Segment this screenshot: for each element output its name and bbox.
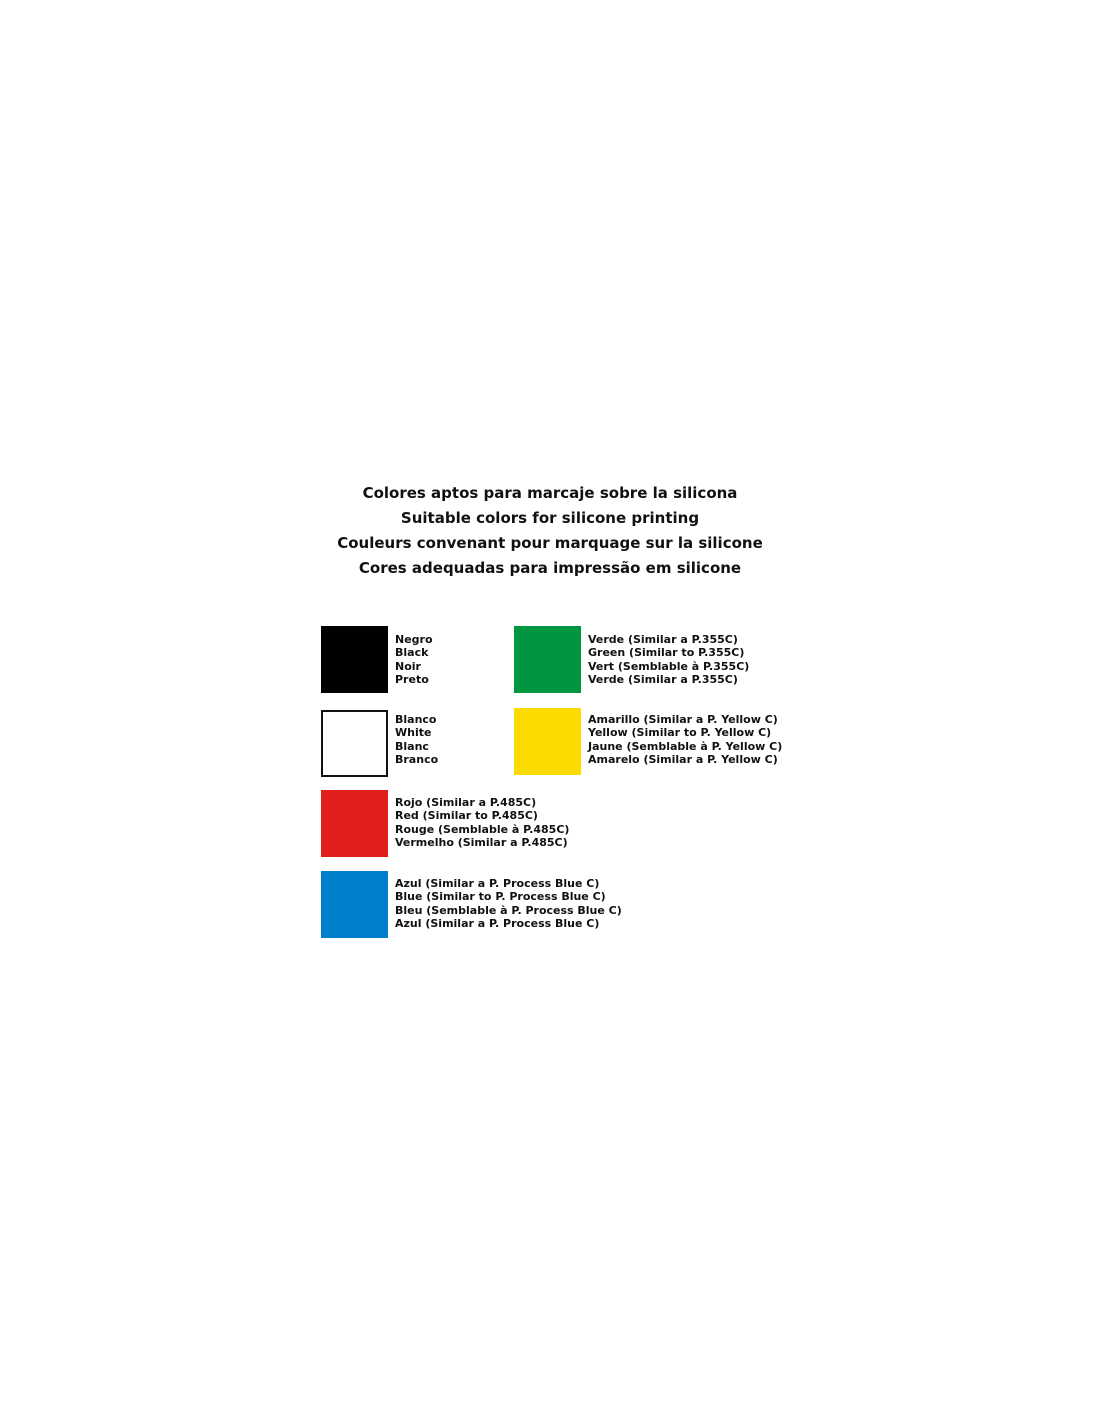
label-white-en: White: [395, 726, 432, 740]
label-blue-en: Blue (Similar to P. Process Blue C): [395, 890, 606, 904]
label-red-es: Rojo (Similar a P.485C): [395, 796, 537, 809]
label-white-pt: Branco: [395, 752, 439, 766]
label-yellow-es: Amarillo (Similar a P. Yellow C): [588, 713, 778, 726]
label-black-es: Negro: [395, 633, 433, 646]
swatch-blue: [321, 871, 388, 938]
label-green: [588, 633, 749, 686]
label-black-en: Black: [395, 646, 429, 660]
label-green-pt: Verde (Similar a P.355C): [588, 672, 738, 686]
label-red-pt: Vermelho (Similar a P.485C): [395, 835, 568, 849]
swatch-red: [321, 790, 388, 857]
heading-block: [0, 481, 1100, 581]
label-red: [395, 796, 569, 849]
swatch-yellow: [514, 708, 581, 775]
label-green-fr: Vert (Semblable à P.355C): [588, 659, 750, 673]
label-black-fr: Noir: [395, 659, 421, 673]
label-green-en: Green (Similar to P.355C): [588, 646, 745, 660]
label-yellow-pt: Amarelo (Similar a P. Yellow C): [588, 752, 778, 766]
label-white-es: Blanco: [395, 713, 437, 726]
label-blue: [395, 877, 622, 930]
label-yellow: [588, 713, 782, 766]
title-english: Suitable colors for silicone printing: [400, 509, 700, 527]
label-blue-es: Azul (Similar a P. Process Blue C): [395, 877, 600, 890]
label-black-pt: Preto: [395, 672, 429, 686]
label-red-en: Red (Similar to P.485C): [395, 809, 538, 823]
title-portuguese: Cores adequadas para impressão em silicone: [358, 559, 742, 577]
label-white: [395, 713, 438, 766]
swatch-black: [321, 626, 388, 693]
label-blue-fr: Bleu (Semblable à P. Process Blue C): [395, 903, 622, 917]
label-green-es: Verde (Similar a P.355C): [588, 633, 738, 646]
swatch-white: [321, 710, 388, 777]
label-black: [395, 633, 433, 686]
label-white-fr: Blanc: [395, 739, 429, 753]
label-blue-pt: Azul (Similar a P. Process Blue C): [395, 916, 600, 930]
title-french: Couleurs convenant pour marquage sur la silicone: [337, 534, 763, 552]
label-red-fr: Rouge (Semblable à P.485C): [395, 822, 570, 836]
title-spanish: Colores aptos para marcaje sobre la silicona: [362, 484, 738, 502]
label-yellow-en: Yellow (Similar to P. Yellow C): [588, 726, 772, 740]
label-yellow-fr: Jaune (Semblable à P. Yellow C): [588, 739, 783, 753]
swatch-green: [514, 626, 581, 693]
